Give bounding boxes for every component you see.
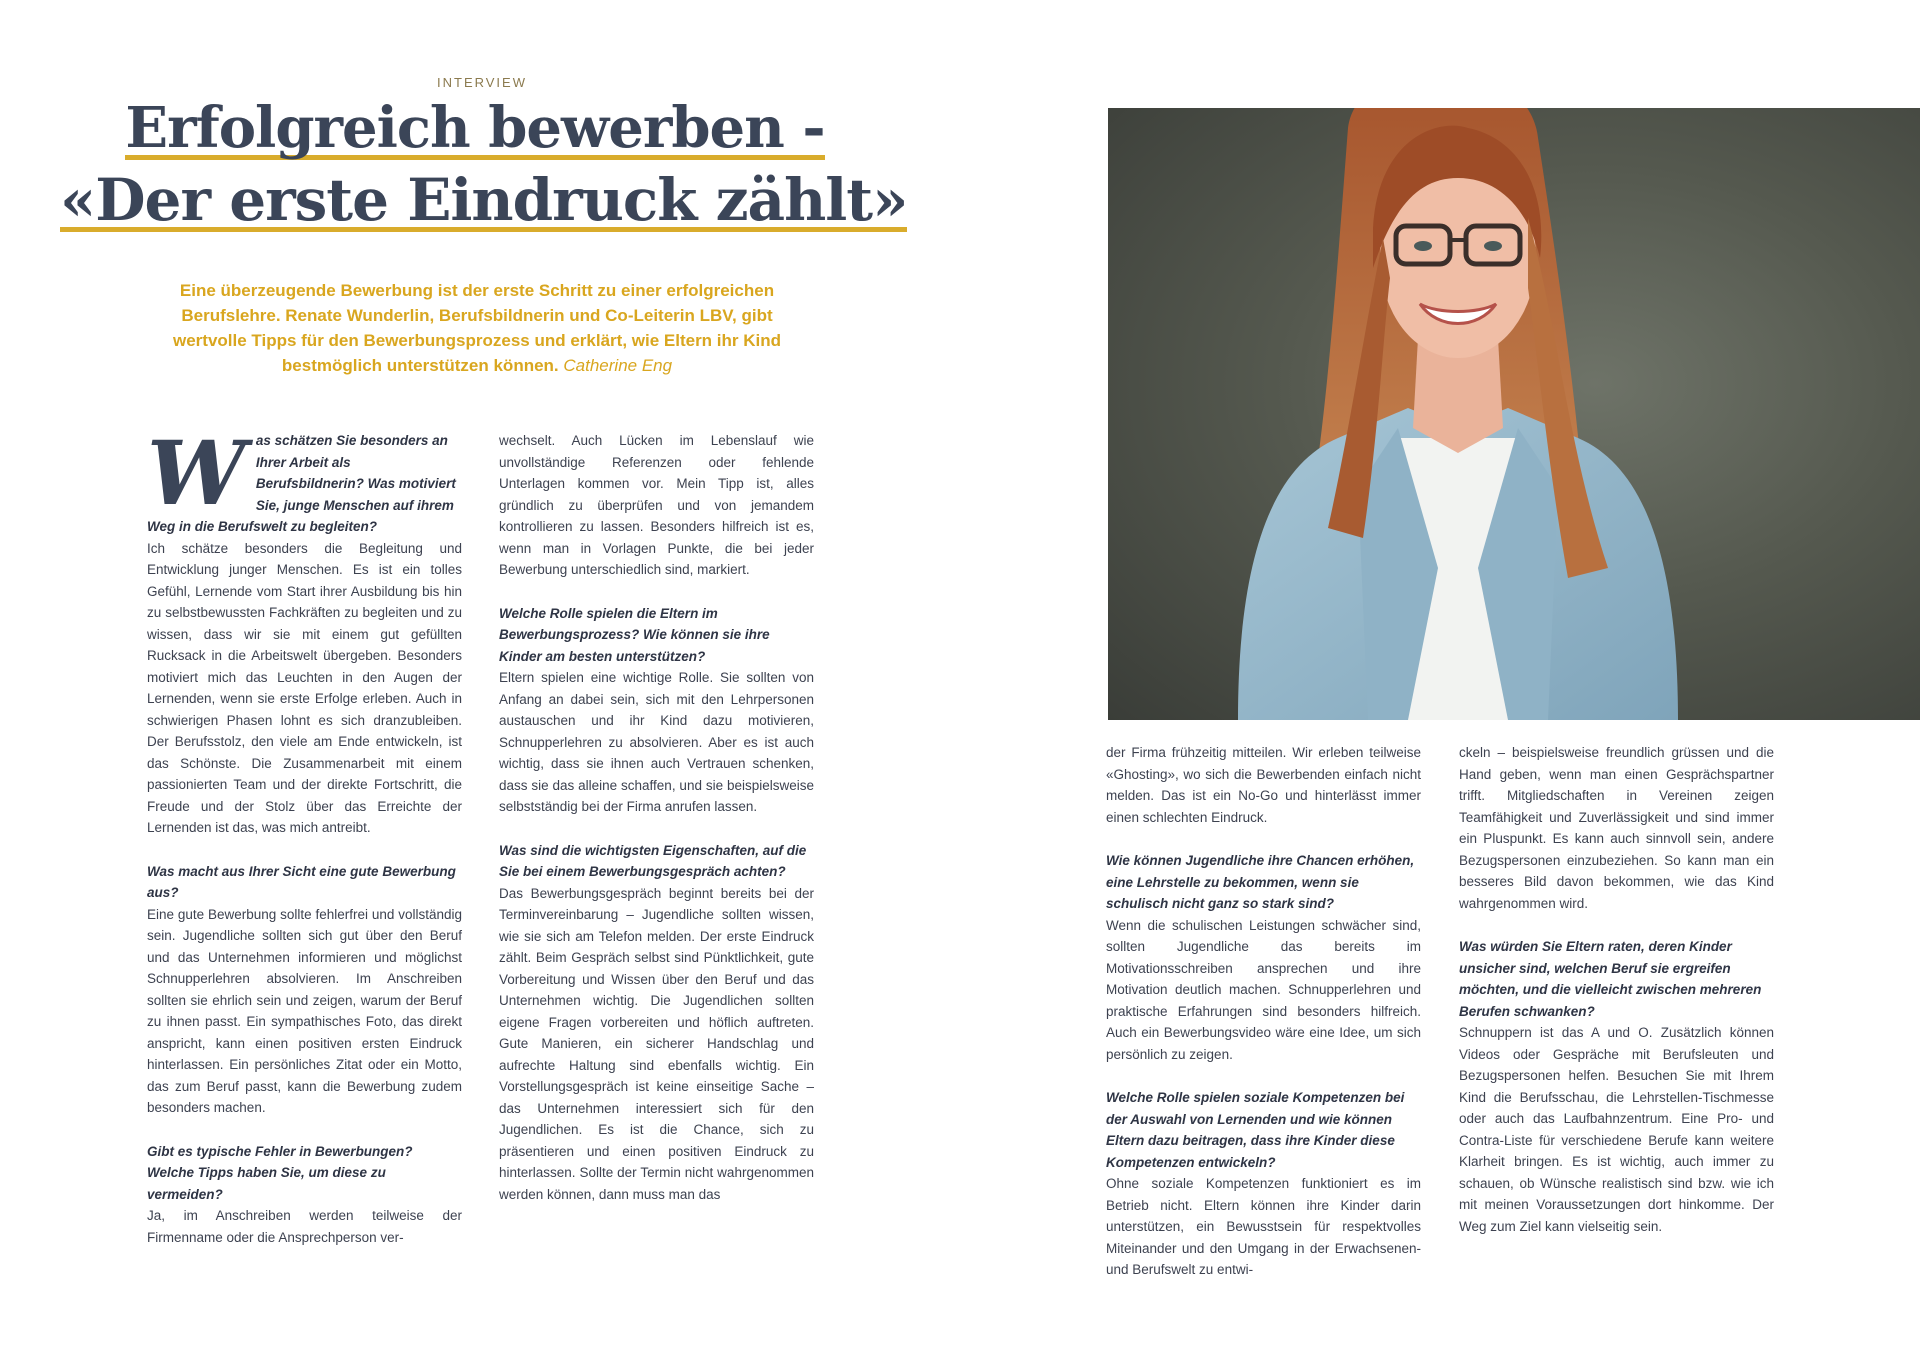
question-1: Was schätzen Sie besonders an Ihrer Arbeit als Berufsbildnerin? Was motiviert Sie, junge Menschen auf ihrem Weg in die Berufswelt zu begleiten? [147,421,456,534]
question-2: Was macht aus Ihrer Sicht eine gute Bewerbung aus? [147,863,456,900]
article-kicker: INTERVIEW [437,75,527,90]
question-5: Was sind die wichtigsten Eigenschaften, auf die Sie bei einem Bewerbungsgespräch achten? [499,842,807,879]
text-column-1 [147,421,462,1248]
answer-6: Wenn die schulischen Leistungen schwächer sind, sollten Jugendliche das bereits im Motivationsschreiben ansprechen und ihre Motivation deutlich machen. Schnupperlehren und praktische Erfahrungen sind besonders hilfreich. Auch ein Bewerbungsvideo wäre eine Idee, um sich persönlich zu zeigen. [1106,917,1421,1062]
answer-2: Eine gute Bewerbung sollte fehlerfrei und vollständig sein. Jugendliche sollten sich gut über den Beruf und das Unternehmen informieren und möglichst Schnupperlehren absolvieren. Im Anschreiben sollten sie ehrlich sein und zeigen, warum der Beruf zu ihnen passt. Ein sympathisches Foto, das direkt anspricht, kann einen positiven ersten Eindruck hinterlassen. Ein persönliches Zitat oder ein Motto, das zum Beruf passt, kann die Bewerbung zudem besonders machen. [147,906,462,1115]
question-6: Wie können Jugendliche ihre Chancen erhöhen, eine Lehrstelle zu bekommen, wenn sie schulisch nicht ganz so stark sind? [1106,853,1415,911]
answer-3-continued: wechselt. Auch Lücken im Lebenslauf wie unvollständige Referenzen oder fehlende Unterlagen kommen vor. Mein Tipp ist, alles gründlich zu überprüfen und von jemandem kontrollieren zu lassen. Besonders hilfreich ist es, wenn man in Vorlagen Punkte, die bei jeder Bewerbung unterschiedlich sind, markiert. [499,433,814,577]
article-headline [60,95,908,234]
headline-line-2: «Der erste Eindruck zählt» [60,166,908,234]
answer-5: Das Bewerbungsgespräch beginnt bereits bei der Terminvereinbarung – Jugendliche sollten wissen, wie sie sich am Telefon melden. Der erste Eindruck zählt. Beim Gespräch selbst sind Pünktlichkeit, gute Vorbereitung und Wissen über den Beruf und das Unternehmen wichtig. Die Jugendlichen sollten eigene Fragen vorbereiten und höflich auftreten. Gute Manieren, ein sicherer Handschlag und aufrechte Haltung sind ebenfalls wichtig. Ein Vorstellungsgespräch ist keine einseitige Sache – das Unternehmen interessiert sich für den Jugendlichen. Es ist die Chance, sich zu präsentieren und einen positiven Eindruck zu hinterlassen. Sollte der Termin nicht wahrgenommen werden können, dann muss man das [499,885,814,1202]
text-column-2 [499,430,814,1205]
answer-3: Ja, im Anschreiben werden teilweise der Firmenname oder die Ansprechperson ver- [147,1208,462,1245]
lead-text: Eine überzeugende Bewerbung ist der erste Schritt zu einer erfolgreichen Berufslehre. Renate Wunderlin, Berufsbildnerin und Co-Leiterin LBV, gibt wertvolle Tipps für den Bewerbungsprozess und erklärt, wie Eltern ihr Kind bestmöglich unterstützen können. [172,281,782,375]
text-column-4 [1459,742,1774,1237]
answer-4: Eltern spielen eine wichtige Rolle. Sie sollten von Anfang an dabei sein, sich mit den Lehrpersonen austauschen und ihr Kind dazu motivieren, Schnupperlehren zu absolvieren. Aber es ist auch wichtig, dass sie ihnen auch Vertrauen schenken, dass sie das alleine schaffen, und sie beispielsweise selbstständig bei der Firma anrufen lassen. [499,670,814,814]
question-7: Welche Rolle spielen soziale Kompetenzen bei der Auswahl von Lernenden und wie können Eltern dazu beitragen, dass ihre Kinder diese Kompetenzen entwickeln? [1106,1090,1405,1170]
article-lead [152,278,802,378]
drop-cap: W [147,421,246,525]
question-3: Gibt es typische Fehler in Bewerbungen? Welche Tipps haben Sie, um diese zu vermeiden? [147,1143,413,1202]
answer-7: Ohne soziale Kompetenzen funktioniert es im Betrieb nicht. Eltern können ihre Kinder darin unterstützen, ein Bewusstsein für respektvolles Miteinander und den Umgang in der Erwachsenen- und Berufswelt zu entwi- [1106,1176,1421,1277]
answer-1: Ich schätze besonders die Begleitung und Entwicklung junger Menschen. Es ist ein tolles Gefühl, Lernende vom Start ihrer Ausbildung bis hin zu selbstbewussten Fachkräften zu begleiten und zu wissen, dass wir sie mit einem gut gefüllten Rucksack in die Arbeitswelt übergeben. Besonders motiviert mich das Leuchten in den Augen der Lernenden, wenn sie erste Erfolge erleben. Auch in schwierigen Phasen lohnt es sich dranzubleiben. Der Berufsstolz, den viele am Ende entwickeln, ist das Schönste. Die Zusammenarbeit mit einem passionierten Team und der direkte Fortschritt, die Freude und der Stolz über das Erreichte der Lernenden ist das, was mich antreibt. [147,540,462,835]
portrait-photo [1108,108,1920,720]
portrait-illustration [1108,108,1920,720]
answer-7-continued: ckeln – beispielsweise freundlich grüssen und die Hand geben, wenn man einen Gesprächspartner trifft. Mitgliedschaften in Vereinen zeigen Teamfähigkeit und Zuverlässigkeit und sind immer ein Pluspunkt. Es kann auch sinnvoll sein, andere Bezugspersonen einzubeziehen. So kann man ein besseres Bild davon bekommen, wie das Kind wahrgenommen wird. [1459,745,1774,911]
question-4: Welche Rolle spielen die Eltern im Bewerbungsprozess? Wie können sie ihre Kinder am besten unterstützen? [499,605,770,664]
answer-8: Schnuppern ist das A und O. Zusätzlich können Videos oder Gespräche mit Berufsleuten und Bezugspersonen helfen. Besuchen Sie mit Ihrem Kind die Berufsschau, die Lehrstellen-Tischmesse oder auch das Laufbahnzentrum. Eine Pro- und Contra-Liste für verschiedene Berufe kann weitere Klarheit bringen. Es ist wichtig, auch immer zu schauen, ob Wünsche realistisch sind bzw. wie ich mit meinen Voraussetzungen dort hinkomme. Der Weg zum Ziel kann vielseitig sein. [1459,1025,1774,1234]
author-name: Catherine Eng [563,356,673,375]
text-column-3 [1106,742,1421,1281]
question-8: Was würden Sie Eltern raten, deren Kinder unsicher sind, welchen Beruf sie ergreifen möchten, und die vielleicht zwischen mehreren Berufen schwanken? [1459,939,1762,1019]
answer-5-continued: der Firma frühzeitig mitteilen. Wir erleben teilweise «Ghosting», wo sich die Bewerbenden einfach nicht melden. Das ist ein No-Go und hinterlässt immer einen schlechten Eindruck. [1106,745,1421,825]
headline-line-1: Erfolgreich bewerben - [125,95,825,161]
